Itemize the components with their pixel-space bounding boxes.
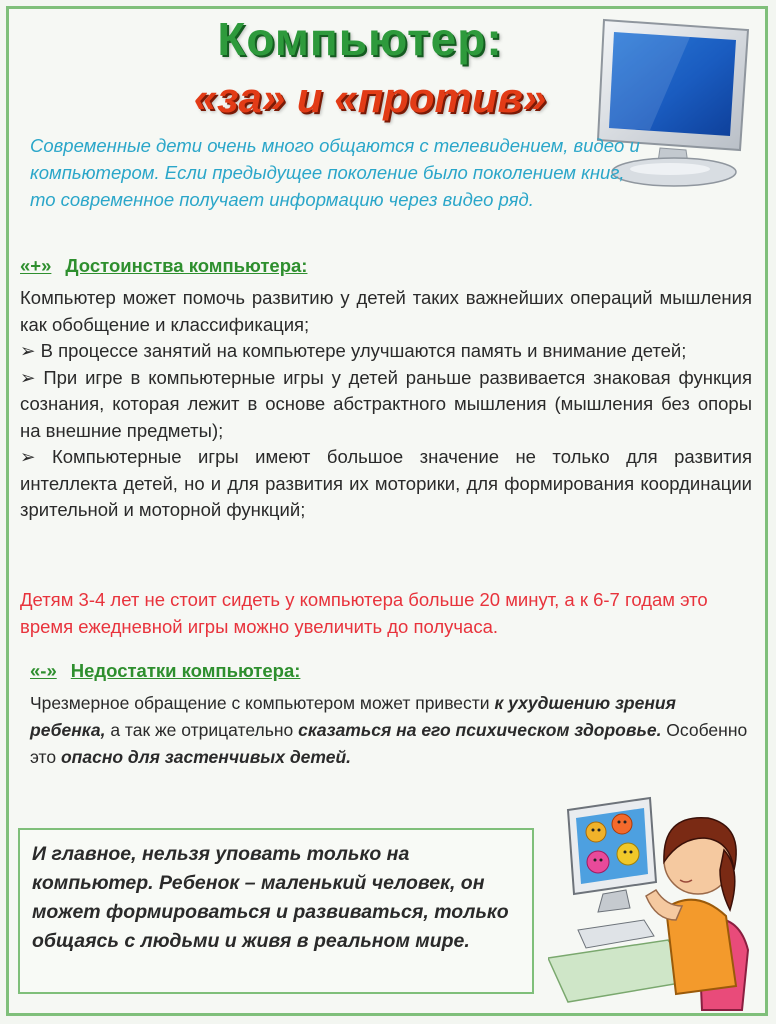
pros-heading — [20, 255, 307, 277]
conclusion-text: И главное, нельзя уповать только на компьютер. Ребенок – маленький человек, он может формироваться и развиваться, только общаясь с людьми и живя в реальном мире. — [32, 843, 509, 952]
list-item: ➢ Компьютерные игры имеют большое значение не только для развития интеллекта детей, но и для развития их моторики, для формирования координации зрительной и моторной функций; — [20, 444, 752, 524]
cons-text — [30, 690, 748, 771]
cons-text-part: Чрезмерное обращение с компьютером может привести — [30, 693, 495, 713]
cons-mark: «-» — [30, 660, 57, 681]
cons-text-emphasis: к ухудшению зрения ребенка, — [30, 693, 676, 740]
title-line-2: «за» и «против» — [193, 74, 547, 121]
cons-heading-text: Недостатки компьютера: — [70, 660, 301, 681]
pros-mark: «+» — [20, 255, 52, 276]
pros-heading-text: Достоинства компьютера: — [65, 255, 308, 276]
cons-text-part: а так же отрицательно — [105, 720, 299, 740]
intro-text: Современные дети очень много общаются с телевидением, видео и компьютером. Если предыдущее поколение было поколением книг, то современное получает информацию через видео ряд. — [30, 135, 640, 210]
cons-text-emphasis: опасно для застенчивых детей. — [60, 747, 352, 767]
pros-list — [20, 285, 752, 524]
title-line-1: Компьютер: — [217, 13, 503, 65]
cons-heading — [30, 660, 300, 682]
time-limit-warning: Детям 3-4 лет не стоит сидеть у компьютера больше 20 минут, а к 6-7 годам это время ежедневной игры можно увеличить до получаса. — [20, 589, 708, 637]
list-item: ➢ При игре в компьютерные игры у детей раньше развивается знаковая функция сознания, которая лежит в основе абстрактного мышления (мышления без опоры на внешние предметы); — [20, 365, 752, 445]
list-item: Компьютер может помочь развитию у детей таких важнейших операций мышления как обобщение и классификация; — [20, 287, 752, 335]
list-item: ➢ В процессе занятий на компьютере улучшаются память и внимание детей; — [20, 338, 752, 365]
girl-at-computer-illustration — [548, 790, 758, 1015]
conclusion-box — [18, 828, 534, 994]
cons-text-part: Особенно это — [30, 720, 748, 767]
cons-text-emphasis: сказаться на его психическом здоровье. — [298, 720, 662, 740]
